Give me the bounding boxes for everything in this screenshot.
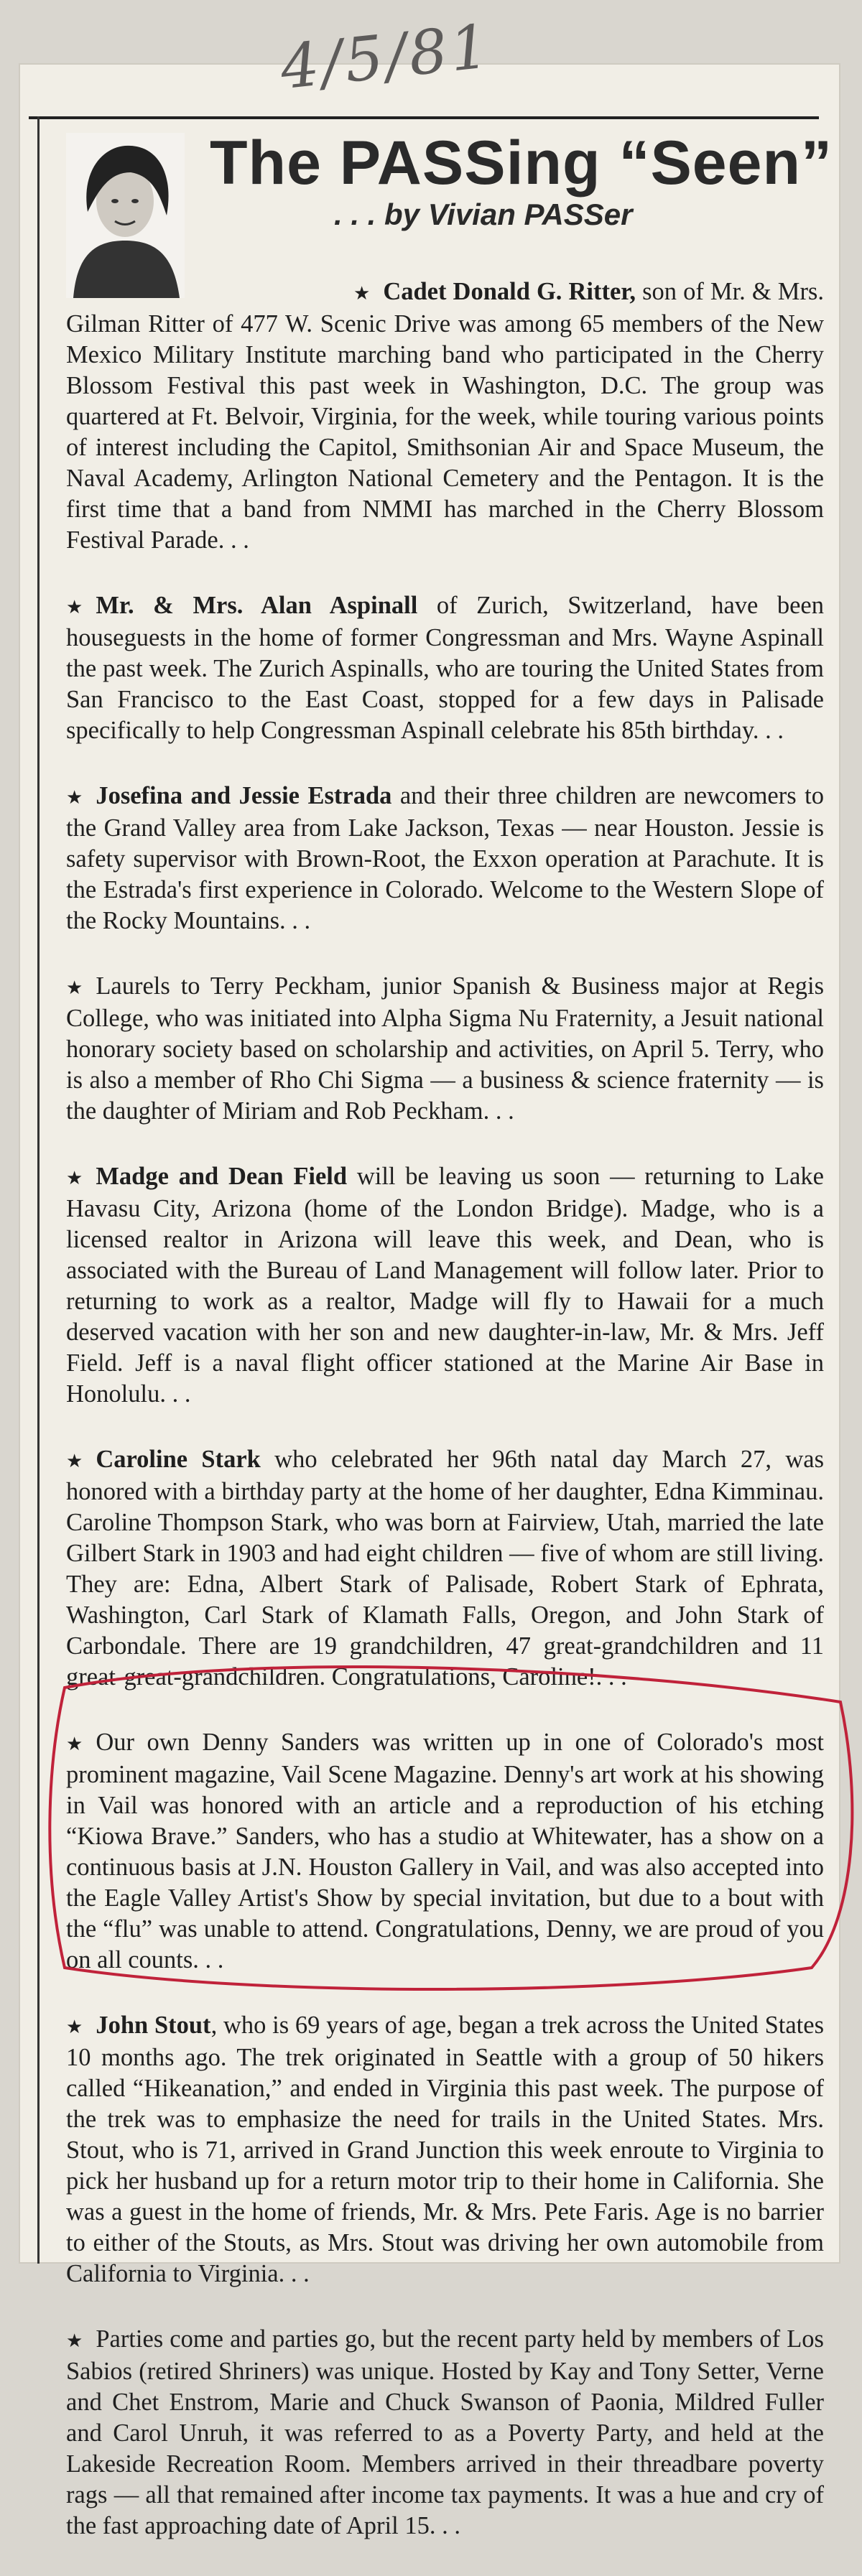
byline: . . . by Vivian PASSer [334,197,633,231]
item-lead: Mr. & Mrs. Alan Aspinall [96,592,418,619]
handwritten-date: 4/5/81 [277,10,495,103]
star-icon: ★ [66,977,83,998]
star-icon: ★ [66,1168,83,1189]
star-icon: ★ [66,787,83,808]
column-title: The PASSing “Seen” [210,129,833,197]
item-text: Parties come and parties go, but the recent party held by members of Los Sabios (retired Shriners) was unique. Hosted by Kay and Tony Setter, Verne and Chet Enstrom, Marie and Chuck Swanson of Paonia, Mildred Fuller and Carol Unruh, it was referred to as a Poverty Party, and held at the Lakeside Recreation Room. Members arrived in their threadbare poverty rags — all that remained after income tax payments. It was a hue and cry of the fast approaching date of April 15. . . [66,2325,824,2539]
item-text: will be leaving us soon — returning to Lake Havasu City, Arizona (home of the London Bridge). Madge, who is a licensed realtor in Arizona will leave this week, and Dean, who is associated with the Bureau of Land Management will follow later. Prior to returning to work as a realtor, Madge will fly to Hawaii for a much deserved vacation with her son and new daughter-in-law, Mr. & Mrs. Jeff Field. Jeff is a naval flight officer stationed at the Marine Air Base in Honolulu. . . [66,1163,824,1408]
news-item [66,2324,824,2542]
news-item [66,276,824,556]
news-item [66,971,824,1127]
news-item [66,1444,824,1693]
item-lead: Cadet Donald G. Ritter, [383,278,636,305]
item-lead: Madge and Dean Field [96,1163,348,1190]
item-text: Laurels to Terry Peckham, junior Spanish & Business major at Regis College, who was initiated into Alpha Sigma Nu Fraternity, a Jesuit national honorary society based on scholarship and activities, on April 5. Terry, who is also a member of Rho Chi Sigma — a business & science fraternity — is the daughter of Miriam and Rob Peckham. . . [66,972,824,1125]
news-item [66,590,824,746]
item-text: who celebrated her 96th natal day March 27, was honored with a birthday party at the home of her daughter, Edna Kimminau. Caroline Thompson Stark, who was born at Fairview, Utah, married the late Gilbert Stark in 1903 and had eight children — five of whom are still living. They are: Edna, Albert Stark of Palisade, Robert Stark of Ephrata, Washington, Carl Stark of Klamath Falls, Oregon, and John Stark of Carbondale. There are 19 grandchildren, 47 great-grandchildren and 11 great-great-grandchildren. Congratulations, Caroline!. . . [66,1446,824,1691]
star-icon: ★ [66,597,83,618]
news-item [66,1161,824,1410]
column-body [66,276,824,2576]
item-text: son of Mr. & Mrs. Gilman Ritter of 477 W. Scenic Drive was among 65 members of the New Mexico Military Institute marching band who participated in the Cherry Blossom Festival this past week in Washington, D.C. The group was quartered at Ft. Belvoir, Virginia, for the week, while touring various points of interest including the Capitol, Smithsonian Air and Space Museum, the Naval Academy, Arlington National Cemetery and the Pentagon. It is the first time that a band from NMMI has marched in the Cherry Blossom Festival Parade. . . [66,278,824,554]
star-icon: ★ [66,1734,83,1754]
item-text: , who is 69 years of age, began a trek across the United States 10 months ago. The trek originated in Seattle with a group of 50 hikers called “Hikeanation,” and ended in Virginia this past week. The purpose of the trek was to emphasize the need for trails in the United States. Mrs. Stout, who is 71, arrived in Grand Junction this week enroute to Virginia to pick her husband up for a return motor trip to their home in California. She was a guest in the home of friends, Mr. & Mrs. Pete Faris. Age is no barrier to either of the Stouts, as Mrs. Stout was driving her own automobile from California to Virginia. . . [66,2012,825,2287]
item-text: Our own Denny Sanders was written up in one of Colorado's most prominent magazine, Vail Scene Magazine. Denny's art work at his showing in Vail was honored with an article and a reproduction of his etching “Kiowa Brave.” Sanders, who has a studio at Whitewater, has a show on a continuous basis at J.N. Houston Gallery in Vail, and was also accepted into the Eagle Valley Artist's Show by special invitation, but due to a bout with the “flu” was unable to attend. Congratulations, Denny, we are proud of you on all counts. . . [66,1729,824,1973]
star-icon: ★ [66,1451,83,1471]
portrait-image [66,133,185,298]
star-icon: ★ [66,2017,83,2037]
news-item [66,1727,824,1976]
columnist-photo [66,133,185,298]
item-text: and their three children are newcomers to the Grand Valley area from Lake Jackson, Texas — near Houston. Jessie is safety supervisor with Brown-Root, the Exxon operation at Parachute. It is the Estrada's first experience in Colorado. Welcome to the Western Slope of the Rocky Mountains. . . [66,782,824,934]
column-left-rule [37,116,40,2264]
column-top-rule [29,116,819,119]
news-item-circled [66,2010,824,2289]
star-icon: ★ [353,283,371,304]
star-icon: ★ [66,2330,83,2351]
news-item [66,781,824,936]
item-lead: Caroline Stark [96,1446,261,1473]
item-lead: John Stout [96,2012,211,2039]
item-lead: Josefina and Jessie Estrada [96,782,392,809]
item-text: of Zurich, Switzerland, have been houseguests in the home of former Congressman and Mrs. Wayne Aspinall the past week. The Zurich Aspinalls, who are touring the United States from San Francisco to the East Coast, stopped for a few days in Palisade specifically to help Congressman Aspinall celebrate his 85th birthday. . . [66,592,824,744]
